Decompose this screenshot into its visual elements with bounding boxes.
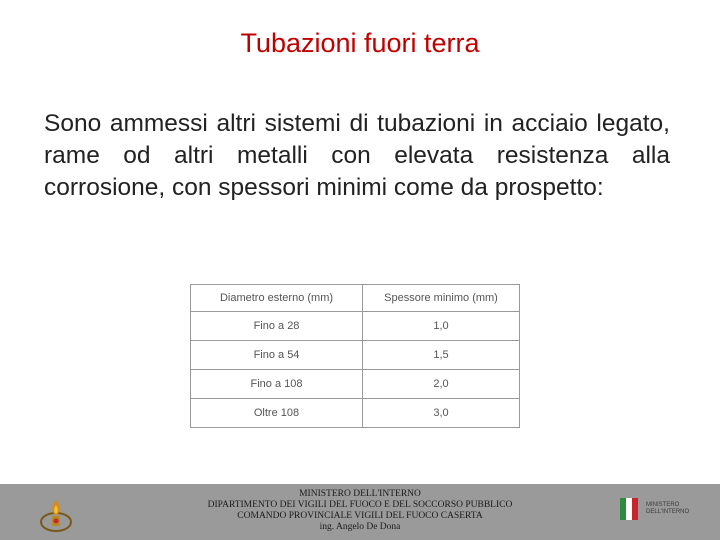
cell-thickness: 1,0 [363, 312, 520, 341]
page-title: Tubazioni fuori terra [240, 28, 480, 58]
footer-department: DIPARTIMENTO DEI VIGILI DEL FUOCO E DEL SOCCORSO PUBBLICO [207, 500, 513, 510]
thickness-table [190, 284, 520, 428]
body-paragraph: Sono ammessi altri sistemi di tubazioni in acciaio legato, rame od altri metalli con elevata resistenza alla corrosione, con spessori minimi come da prospetto: [44, 110, 670, 201]
cell-thickness: 1,5 [363, 341, 520, 370]
ministry-logo [620, 496, 700, 526]
cell-thickness: 2,0 [363, 370, 520, 399]
table-row [191, 399, 520, 428]
header-thickness: Spessore minimo (mm) [363, 285, 520, 312]
cell-thickness: 3,0 [363, 399, 520, 428]
ministry-logo-text: MINISTERO DELL'INTERNO [646, 502, 690, 515]
footer-text [160, 489, 560, 533]
fire-brigade-emblem-icon [36, 496, 76, 536]
spec-table-image [190, 284, 520, 434]
footer-bar [0, 484, 720, 540]
header-diameter: Diametro esterno (mm) [191, 285, 363, 312]
table-row [191, 312, 520, 341]
table-row [191, 370, 520, 399]
footer-ministry: MINISTERO DELL'INTERNO [299, 489, 421, 499]
footer-command: COMANDO PROVINCIALE VIGILI DEL FUOCO CASERTA [237, 511, 483, 521]
table-row [191, 341, 520, 370]
italian-flag-icon [620, 498, 640, 520]
footer-author: ing. Angelo De Dona [319, 522, 401, 532]
cell-diameter: Oltre 108 [191, 399, 363, 428]
cell-diameter: Fino a 108 [191, 370, 363, 399]
table-header-row [191, 285, 520, 312]
cell-diameter: Fino a 54 [191, 341, 363, 370]
cell-diameter: Fino a 28 [191, 312, 363, 341]
